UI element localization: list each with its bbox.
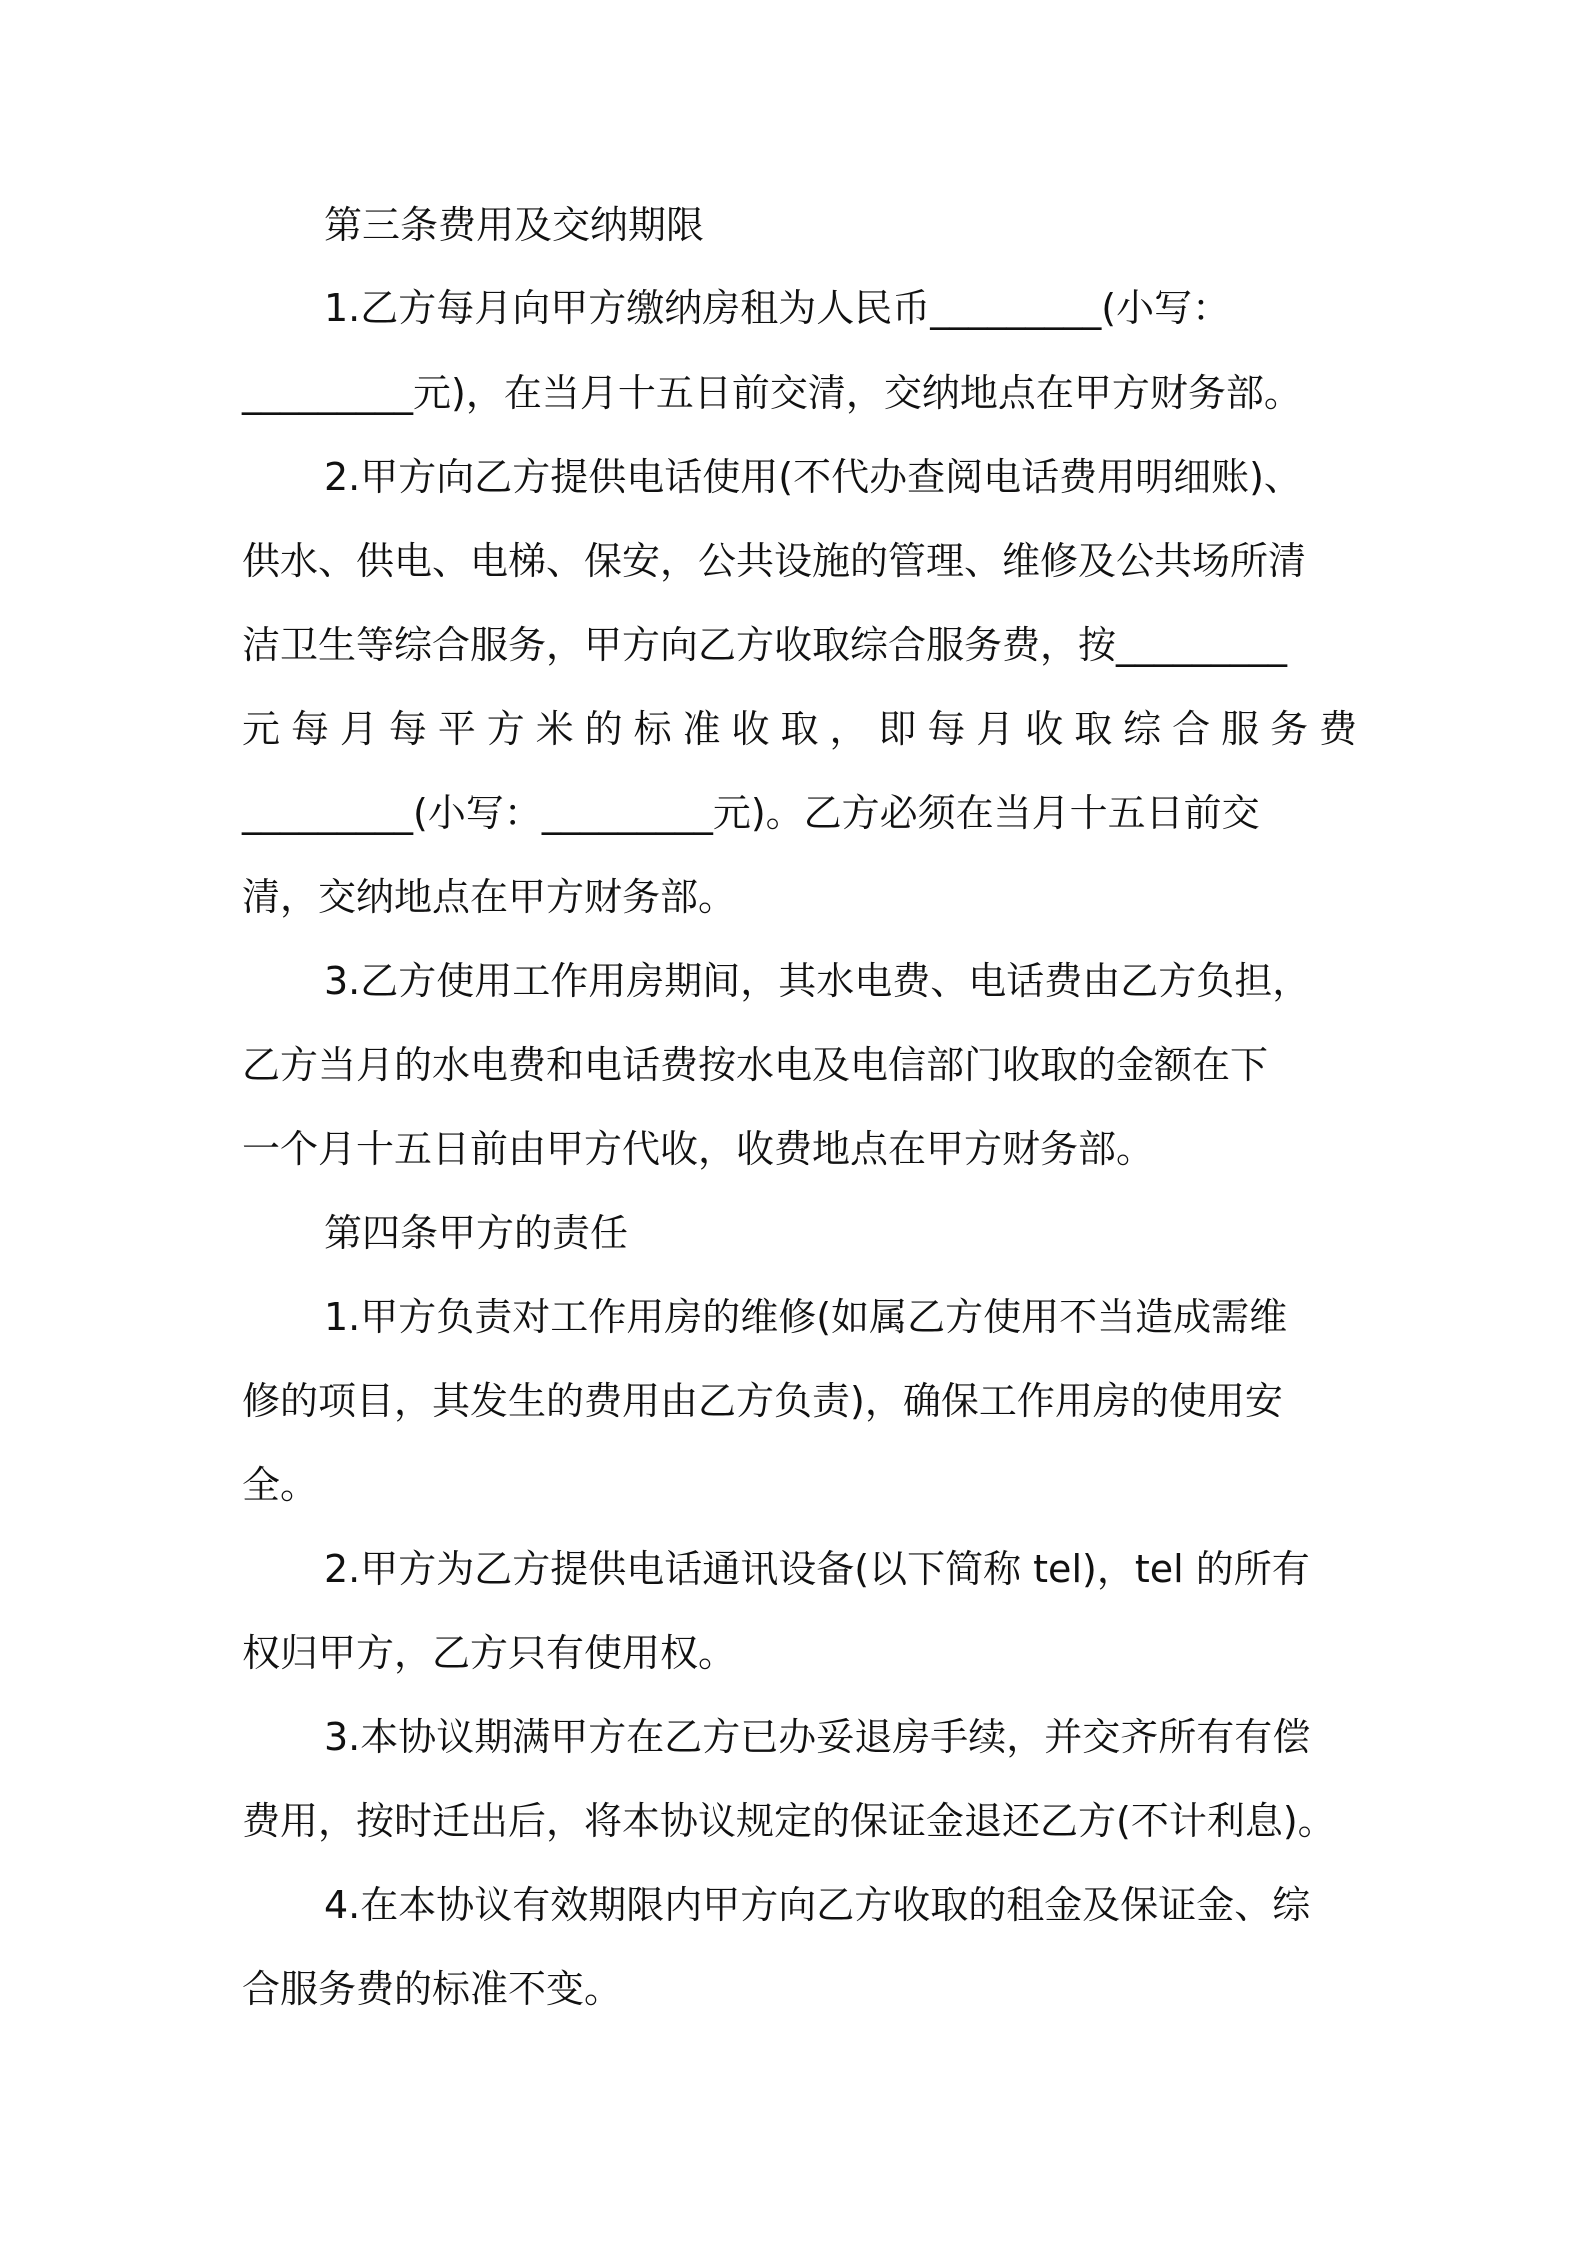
article3-item2-line1: 2.甲方向乙方提供电话使用(不代办查阅电话费用明细账)、	[324, 455, 1302, 499]
article4-item3-line1: 3.本协议期满甲方在乙方已办妥退房手续，并交齐所有有偿	[324, 1715, 1311, 1759]
article3-heading: 第三条费用及交纳期限	[324, 203, 705, 247]
article4-item1-line1: 1.甲方负责对工作用房的维修(如属乙方使用不当造成需维	[324, 1295, 1288, 1339]
article4-item2-line1: 2.甲方为乙方提供电话通讯设备(以下简称 tel)，tel 的所有	[324, 1547, 1310, 1591]
article3-item3-line1: 3.乙方使用工作用房期间，其水电费、电话费由乙方负担，	[324, 959, 1311, 1003]
article3-item3-line2: 乙方当月的水电费和电话费按水电及电信部门收取的金额在下	[242, 1043, 1269, 1087]
article4-item2-line2: 权归甲方，乙方只有使用权。	[242, 1631, 737, 1675]
article4-item3-line2: 费用，按时迁出后，将本协议规定的保证金退还乙方(不计利息)。	[242, 1799, 1336, 1843]
article3-item2-line3: 洁卫生等综合服务，甲方向乙方收取综合服务费，按_________	[242, 623, 1288, 667]
article3-item2-line2: 供水、供电、电梯、保安，公共设施的管理、维修及公共场所清	[242, 539, 1307, 583]
article4-item1-line3: 全。	[242, 1463, 319, 1507]
article3-item2-line6: 清，交纳地点在甲方财务部。	[242, 875, 737, 919]
article4-item4-line2: 合服务费的标准不变。	[242, 1967, 623, 2011]
article4-item1-line2: 修的项目，其发生的费用由乙方负责)，确保工作用房的使用安	[242, 1379, 1283, 1423]
article3-item2-line4: 元每月每平方米的标准收取，即每月收取综合服务费	[242, 707, 1357, 751]
article3-item2-line5: _________(小写：_________元)。乙方必须在当月十五日前交	[242, 791, 1260, 835]
article3-item3-line3: 一个月十五日前由甲方代收，收费地点在甲方财务部。	[242, 1127, 1155, 1171]
article4-item4-line1: 4.在本协议有效期限内甲方向乙方收取的租金及保证金、综	[324, 1883, 1311, 1927]
article3-item1-line1: 1.乙方每月向甲方缴纳房租为人民币_________(小写：	[324, 286, 1231, 330]
article4-heading: 第四条甲方的责任	[324, 1211, 629, 1255]
article3-item1-line2: _________元)，在当月十五日前交清，交纳地点在甲方财务部。	[242, 371, 1302, 415]
